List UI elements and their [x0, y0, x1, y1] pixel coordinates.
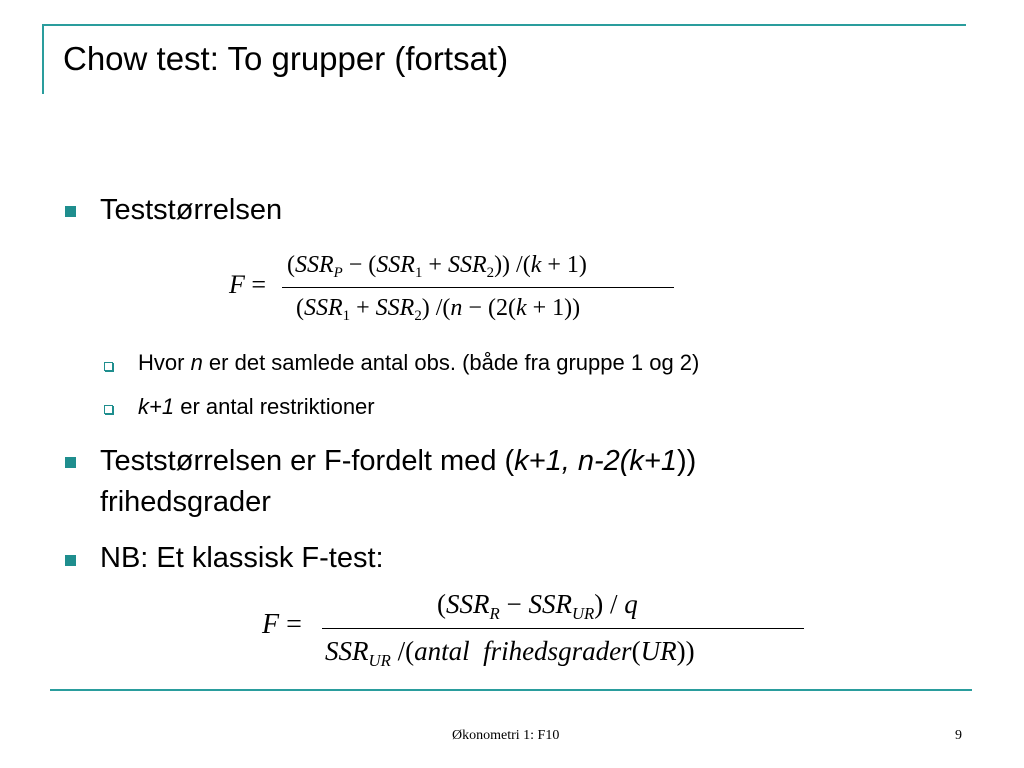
formula1-denominator: $(SSR_1 + SSR_2) /(n - (2(k + 1))$: [296, 295, 581, 325]
formula2-denominator: $SSR_{UR}$ /(antal frihedsgrader(UR)): [325, 636, 695, 670]
formula2-fraction-bar: [322, 628, 804, 629]
formula1-lhs: F =: [229, 270, 267, 299]
slide-title: Chow test: To grupper (fortsat): [63, 40, 509, 77]
footer-course-label: Økonometri 1: F10: [452, 728, 560, 743]
page-number: 9: [955, 728, 962, 743]
bullet-square-icon: [65, 206, 76, 217]
bullet-f-distribution-line2: frihedsgrader: [100, 486, 271, 518]
formula1-fraction-bar: [282, 287, 674, 288]
subbullet-square-icon: [104, 362, 113, 371]
bullet-square-icon: [65, 555, 76, 566]
subbullet-square-icon: [104, 405, 113, 414]
bullet-square-icon: [65, 457, 76, 468]
formula2-lhs: F =: [262, 609, 302, 640]
subbullet-n-definition: Hvor n er det samlede antal obs. (både fra gruppe 1 og 2): [138, 350, 700, 375]
bullet-f-distribution: Teststørrelsen er F-fordelt med (k+1, n-2(k+1)): [100, 445, 697, 477]
title-frame-top: [42, 24, 966, 26]
formula2-numerator: $(SSR_R - SSR_{UR}) / q$: [437, 589, 638, 623]
bullet-classic-f-test: NB: Et klassisk F-test:: [100, 542, 384, 574]
footer-divider: [50, 689, 972, 691]
subbullet-restrictions: k+1 er antal restriktioner: [138, 394, 375, 419]
formula1-numerator: $(SSR_P - (SSR_1 + SSR_2)) /(k + 1)$: [287, 252, 587, 282]
bullet-teststorrelsen: Teststørrelsen: [100, 194, 283, 226]
